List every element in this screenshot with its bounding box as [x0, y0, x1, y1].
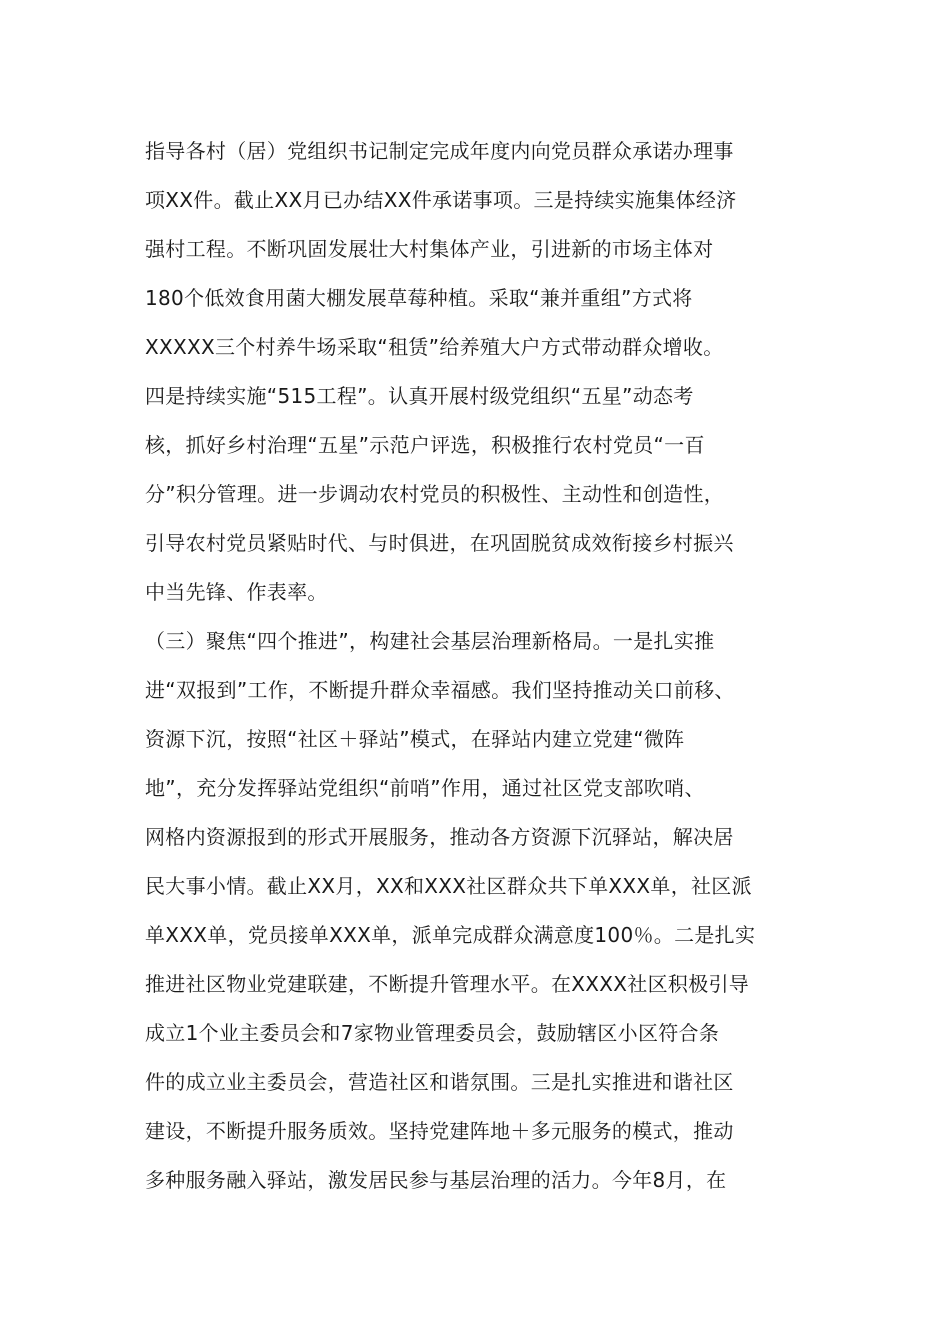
- text-line: 多种服务融入驿站，激发居民参与基层治理的活力。今年8月，在: [145, 1168, 727, 1192]
- text-line: 件的成立业主委员会，营造社区和谐氛围。三是扎实推进和谐社区: [145, 1070, 734, 1094]
- text-line: 建设，不断提升服务质效。坚持党建阵地＋多元服务的模式，推动: [145, 1119, 734, 1143]
- text-line: 强村工程。不断巩固发展壮大村集体产业，引进新的市场主体对: [145, 237, 714, 261]
- text-line: 核，抓好乡村治理“五星”示范户评选，积极推行农村党员“一百: [145, 433, 705, 457]
- text-line: XXXXX三个村养牛场采取“租赁”给养殖大户方式带动群众增收。: [145, 335, 724, 359]
- text-line: 四是持续实施“515工程”。认真开展村级党组织“五星”动态考: [145, 384, 694, 408]
- text-line: 推进社区物业党建联建，不断提升管理水平。在XXXX社区积极引导: [145, 972, 750, 996]
- text-line: 民大事小情。截止XX月，XX和XXX社区群众共下单XXX单，社区派: [145, 874, 752, 898]
- text-line: 进“双报到”工作，不断提升群众幸福感。我们坚持推动关口前移、: [145, 678, 735, 702]
- text-line: 项XX件。截止XX月已办结XX件承诺事项。三是持续实施集体经济: [145, 188, 737, 212]
- text-line: 资源下沉，按照“社区＋驿站”模式，在驿站内建立党建“微阵: [145, 727, 685, 751]
- text-line: 引导农村党员紧贴时代、与时俱进，在巩固脱贫成效衔接乡村振兴: [145, 531, 734, 555]
- text-line: 地”，充分发挥驿站党组织“前哨”作用，通过社区党支部吹哨、: [145, 776, 705, 800]
- text-line: 中当先锋、作表率。: [145, 580, 328, 604]
- text-line: 指导各村（居）党组织书记制定完成年度内向党员群众承诺办理事: [145, 139, 734, 163]
- text-line: 单XXX单，党员接单XXX单，派单完成群众满意度100％。二是扎实: [145, 923, 756, 947]
- section-heading-line: （三）聚焦“四个推进”，构建社会基层治理新格局。一是扎实推: [145, 629, 715, 653]
- text-line: 成立1个业主委员会和7家物业管理委员会，鼓励辖区小区符合条: [145, 1021, 720, 1045]
- text-line: 分”积分管理。进一步调动农村党员的积极性、主动性和创造性，: [145, 482, 725, 506]
- text-line: 180个低效食用菌大棚发展草莓种植。采取“兼并重组”方式将: [145, 286, 693, 310]
- text-line: 网格内资源报到的形式开展服务，推动各方资源下沉驿站，解决居: [145, 825, 734, 849]
